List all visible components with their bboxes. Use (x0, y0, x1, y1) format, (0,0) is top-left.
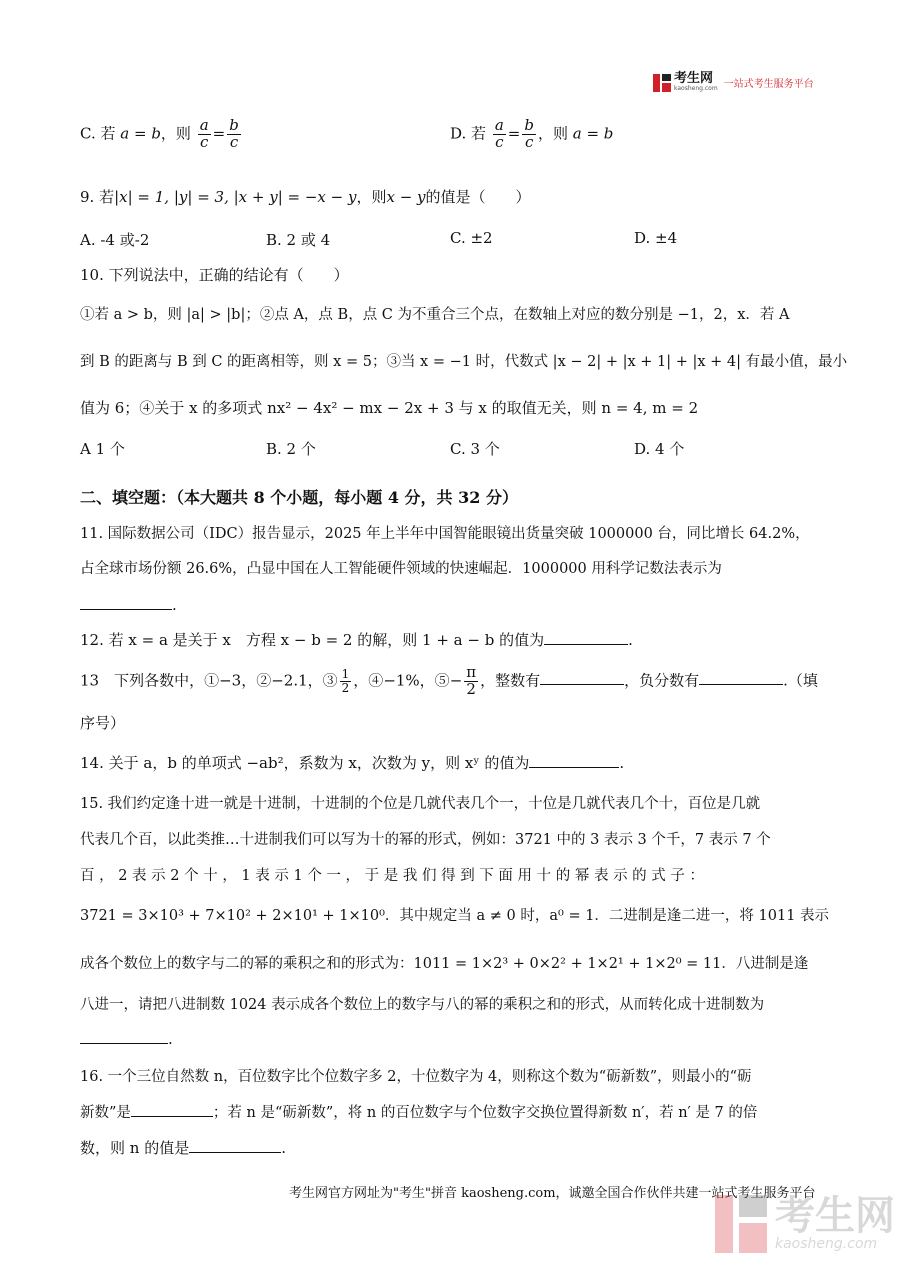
fraction-a-c: $\frac{a}{c}$ (494, 116, 504, 151)
fraction-b-c: $\frac{b}{c}$ (524, 116, 534, 151)
q10-option-b: B. 2 个 (266, 440, 316, 458)
q9-condition: |x| = 1, |y| = 3, |x + y| = −x − y (114, 188, 357, 206)
q8-d-result: a = b (572, 124, 614, 143)
answer-blank[interactable] (529, 752, 619, 768)
q15-line-2: 代表几个百，以此类推…十进制我们可以写为十的幂的形式，例如：3721 中的 3 表示 3 个千，7 表示 7 个 (80, 832, 771, 848)
section-2-title: 二、填空题：（本大题共 8 个小题，每小题 4 分，共 32 分） (80, 488, 518, 507)
footer-text: 考生网官方网址为"考生"拼音 kaosheng.com，诚邀全国合作伙伴共建一站式考生服务平台 (289, 1186, 816, 1201)
answer-blank[interactable] (80, 594, 172, 610)
q12-stem: 12. 若 x = a 是关于 x 方程 x − b = 2 的解，则 1 + a − b 的值为 . (80, 631, 633, 649)
q9-option-c: C. ±2 (450, 229, 493, 247)
watermark-logo-icon (715, 1195, 767, 1253)
q16-line-2: 新数”是 ；若 n 是“砺新数”，将 n 的百位数字与个位数字交换位置得新数 n′，若 n′ 是 7 的倍 (80, 1101, 757, 1122)
watermark (715, 1195, 895, 1253)
q13-line-2: 序号） (80, 714, 126, 732)
q15-line-1: 15. 我们约定逢十进一就是十进制，十进制的个位是几就代表几个一，十位是几就代表几个十，百位是几就 (80, 796, 761, 812)
watermark-name: 考生网 (775, 1193, 895, 1239)
q9-expression: x − y (386, 188, 426, 206)
logo-icon (653, 74, 671, 92)
q9-option-b: B. 2 或 4 (266, 231, 331, 249)
header-logo (653, 73, 814, 92)
fraction-one-half: $\frac{1}{2}$ (341, 667, 350, 695)
watermark-domain: kaosheng.com (775, 1236, 878, 1252)
q10-option-d: D. 4 个 (634, 440, 685, 458)
q8-option-d: D. 若 $\frac{a}{c}$ = $\frac{b}{c}$ ，则 a = b (450, 116, 614, 151)
q9-option-d: D. ±4 (634, 229, 678, 247)
answer-blank-smallest[interactable] (131, 1101, 213, 1117)
q10-option-c: C. 3 个 (450, 440, 500, 458)
q15-line-6: 八进一，请把八进制数 1024 表示成各个数位上的数字与八的幂的乘积之和的形式，从而转化成十进制数为 (80, 997, 765, 1013)
q10-option-a: A 1 个 (80, 440, 125, 458)
q11-line-1: 11. 国际数据公司（IDC）报告显示，2025 年上半年中国智能眼镜出货量突破 1000000 台，同比增长 64.2%， (80, 526, 810, 542)
q9-option-a: A. -4 或-2 (80, 231, 150, 249)
q16-line-1: 16. 一个三位自然数 n，百位数字比个位数字多 2，十位数字为 4，则称这个数为“砺新数”，则最小的“砺 (80, 1069, 752, 1085)
q15-line-5: 成各个数位上的数字与二的幂的乘积之和的形式为：1011 = 1×2³ + 0×2² + 1×2¹ + 1×2⁰ = 11．八进制是逢 (80, 956, 809, 972)
q13-stem: 13 下列各数中，①−3，②−2.1，③ $\frac{1}{2}$ ，④−1%，⑤− $\frac{\pi}{2}$ ，整数有 ，负分数有 .（填 (80, 663, 818, 698)
answer-blank[interactable] (544, 629, 628, 645)
answer-blank-negative-fractions[interactable] (699, 669, 783, 685)
fraction-pi-over-2: $\frac{\pi}{2}$ (466, 663, 477, 698)
q8-c-cond: a = b (120, 124, 161, 143)
q15-line-3: 百 ， 2 表 示 2 个 十 ， 1 表 示 1 个 一 ， 于 是 我 们 得 到 下 面 用 十 的 幂 表 示 的 式 子 ： (80, 868, 704, 884)
q15-answer-line: . (80, 1028, 173, 1048)
q10-line-2: 到 B 的距离与 B 到 C 的距离相等，则 x = 5；③当 x = −1 时，代数式 |x − 2| + |x + 1| + |x + 4| 有最小值，最小 (80, 354, 848, 370)
q8-c-then: ，则 (160, 124, 191, 143)
q15-line-4: 3721 = 3×10³ + 7×10² + 2×10¹ + 1×10⁰．其中规定当 a ≠ 0 时，a⁰ = 1．二进制是逢二进一，将 1011 表示 (80, 908, 830, 924)
logo-domain: kaosheng.com (674, 85, 718, 92)
q9-stem: 9. 若|x| = 1, |y| = 3, |x + y| = −x − y，则x − y的值是（ ） (80, 188, 531, 206)
answer-blank-integers[interactable] (540, 669, 624, 685)
answer-blank[interactable] (80, 1028, 168, 1044)
q11-answer-line: . (80, 594, 177, 614)
q10-line-3: 值为 6；④关于 x 的多项式 nx² − 4x² − mx − 2x + 3 与 x 的取值无关，则 n = 4, m = 2 (80, 399, 699, 417)
q14-stem: 14. 关于 a，b 的单项式 −ab²，系数为 x，次数为 y，则 xʸ 的值为 . (80, 754, 625, 772)
q10-stem: 10. 下列说法中，正确的结论有（ ） (80, 266, 349, 284)
answer-blank-n[interactable] (189, 1137, 281, 1153)
q8-c-label: C. 若 (80, 124, 116, 143)
fraction-b-c: $\frac{b}{c}$ (229, 116, 239, 151)
q8-d-label: D. 若 (450, 124, 487, 143)
q8-option-c: C. 若 a = b，则 $\frac{a}{c}$ = $\frac{b}{c}$ (80, 116, 239, 151)
logo-name: 考生网 (674, 71, 714, 86)
header-slogan: 一站式考生服务平台 (723, 79, 814, 90)
q8-d-then: ，则 (537, 124, 568, 143)
fraction-a-c: $\frac{a}{c}$ (199, 116, 209, 151)
q16-line-3: 数，则 n 的值是 . (80, 1139, 286, 1157)
q10-line-1: ①若 a > b，则 |a| > |b|；②点 A，点 B，点 C 为不重合三个点，在数轴上对应的数分别是 −1，2，x．若 A (80, 307, 790, 323)
q11-line-2: 占全球市场份额 26.6%，凸显中国在人工智能硬件领域的快速崛起．1000000 用科学记数法表示为 (80, 561, 722, 577)
